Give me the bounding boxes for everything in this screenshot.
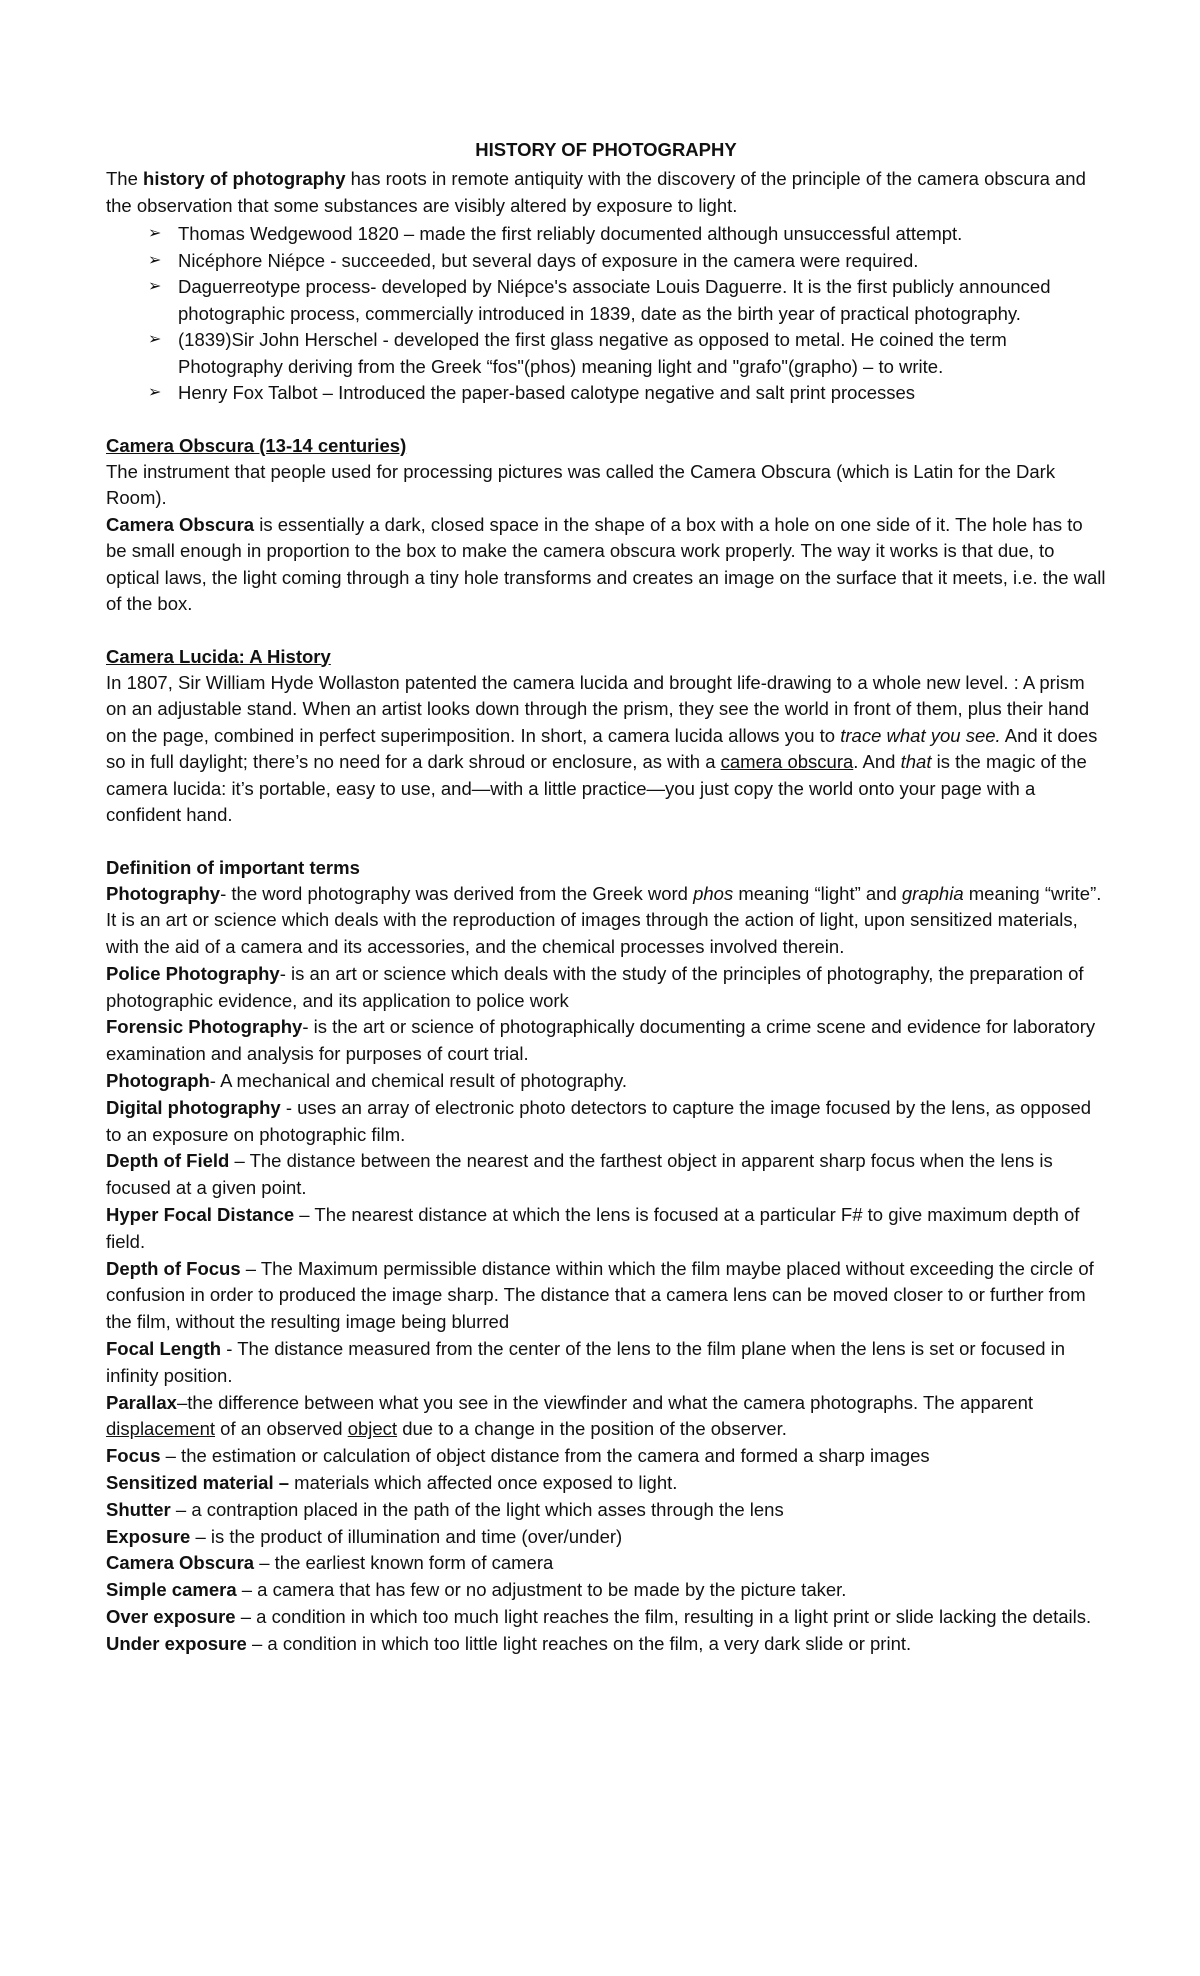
definition-text: meaning “write”. It is an art or science which deals with the reproduction of images through the action of light, upon sensitized materials, with the aid of a camera and its accessories, and the chemical processes involved therein. xyxy=(106,882,1102,958)
arrow-bullet-icon: ➢ xyxy=(148,331,162,348)
definition-italic: graphia xyxy=(901,882,964,904)
definition-text: – the earliest known form of camera xyxy=(254,1552,554,1574)
definition-item xyxy=(106,1148,1106,1202)
bullet-text: Thomas Wedgewood 1820 – made the first reliably documented although unsuccessful attempt. xyxy=(178,223,963,244)
camera-lucida-paragraph xyxy=(106,670,1106,829)
definition-text: –the difference between what you see in the viewfinder and what the camera photographs. The apparent xyxy=(176,1391,1034,1413)
definition-text: - is an art or science which deals with the study of the principles of photography, the preparation of photographic evidence, and its application to police work xyxy=(106,962,1084,1011)
definition-text: – a condition in which too little light reaches on the film, a very dark slide or print. xyxy=(246,1632,912,1654)
definition-term: Photography xyxy=(106,882,221,904)
displacement-link[interactable]: displacement xyxy=(106,1418,216,1440)
document-page xyxy=(106,130,1106,1658)
definition-text: due to a change in the position of the observer. xyxy=(397,1418,787,1440)
definition-term: Under exposure xyxy=(106,1632,247,1654)
arrow-bullet-icon: ➢ xyxy=(148,251,162,269)
lucida-text-4: is the magic of the camera lucida: it’s portable, easy to use, and—with a little practice—you just copy the world onto your page with a confident hand. xyxy=(106,751,1087,825)
definition-text: – a contraption placed in the path of the light which asses through the lens xyxy=(170,1498,784,1520)
definition-term: Focus xyxy=(106,1445,161,1467)
bullet-item xyxy=(148,327,1106,380)
definition-term: Hyper Focal Distance xyxy=(106,1204,295,1226)
definition-text: of an observed xyxy=(215,1418,348,1440)
page-title: HISTORY OF PHOTOGRAPHY xyxy=(475,139,737,160)
definition-term: Focal Length xyxy=(106,1338,222,1360)
definition-item xyxy=(106,1068,1106,1095)
definition-term: Parallax xyxy=(106,1391,177,1413)
intro-text-end: has roots in remote antiquity with the discovery of the principle of the camera obscura and the observation that some substances are visibly altered by exposure to light. xyxy=(106,168,1086,216)
lucida-italic-1: trace what you see. xyxy=(840,724,1001,746)
definition-text: – a camera that has few or no adjustment to be made by the picture taker. xyxy=(236,1579,847,1601)
definition-item xyxy=(106,1524,1106,1551)
definition-term: Depth of Field xyxy=(106,1150,230,1172)
definition-item xyxy=(106,961,1106,1015)
definition-item xyxy=(106,1443,1106,1470)
definition-term: Shutter xyxy=(106,1498,171,1520)
definition-item xyxy=(106,1336,1106,1390)
definition-text: meaning “light” and xyxy=(733,882,902,904)
camera-obscura-paragraph-1: The instrument that people used for processing pictures was called the Camera Obscura (which is Latin for the Dark Room). xyxy=(106,460,1056,508)
camera-obscura-description: is essentially a dark, closed space in the shape of a box with a hole on one side of it. The hole has to be small enough in proportion to the box to make the camera obscura work properly. The way it works is that due, to optical laws, the light coming through a tiny hole transforms and creates an image on the surface that it meets, i.e. the wall of the box. xyxy=(106,513,1106,614)
definition-term: Exposure xyxy=(106,1525,191,1547)
definition-term: Simple camera xyxy=(106,1579,237,1601)
intro-text-start: The xyxy=(106,168,144,189)
bullet-text: Nicéphore Niépce - succeeded, but several days of exposure in the camera were required. xyxy=(178,249,919,271)
bullet-text: Daguerreotype process- developed by Niépce's associate Louis Daguerre. It is the first publicly announced photographic process, commercially introduced in 1839, date as the birth year of practical photography. xyxy=(178,276,1051,324)
definition-text: – The Maximum permissible distance within which the film maybe placed without exceeding the circle of confusion in order to produced the image sharp. The distance that a camera lens can be moved closer to or further from the film, without the resulting image being blurred xyxy=(106,1257,1094,1333)
definition-text: – The nearest distance at which the lens is focused at a particular F# to give maximum depth of field. xyxy=(106,1204,1080,1252)
camera-obscura-paragraph-2 xyxy=(106,512,1106,618)
definition-text: materials which affected once exposed to light. xyxy=(289,1472,678,1494)
bullet-item xyxy=(148,221,1106,248)
history-bullet-list xyxy=(106,221,1106,407)
definition-item xyxy=(106,1014,1106,1068)
lucida-text-3: . And xyxy=(853,751,901,772)
definition-item xyxy=(106,1470,1106,1497)
definition-text: – is the product of illumination and time (over/under) xyxy=(190,1525,623,1547)
definition-text: - is the art or science of photographically documenting a crime scene and evidence for laboratory examination and analysis for purposes of court trial. xyxy=(106,1016,1096,1065)
definition-item xyxy=(106,1497,1106,1524)
definition-term: Digital photography xyxy=(106,1096,281,1118)
definition-term: Over exposure xyxy=(106,1606,236,1628)
definition-item xyxy=(106,1550,1106,1577)
definition-italic: phos xyxy=(693,882,734,904)
definitions-heading: Definition of important terms xyxy=(106,856,360,878)
lucida-italic-2: that xyxy=(900,751,932,772)
object-link[interactable]: object xyxy=(347,1418,398,1440)
bullet-text: (1839)Sir John Herschel - developed the first glass negative as opposed to metal. He coined the term Photography deriving from the Greek “fos"(phos) meaning light and "grafo"(grapho) – to write. xyxy=(178,329,1007,377)
definition-item xyxy=(106,1577,1106,1604)
intro-bold-term: history of photography xyxy=(143,168,346,189)
camera-obscura-heading: Camera Obscura (13-14 centuries) xyxy=(106,434,407,456)
definition-text: – a condition in which too much light reaches the film, resulting in a light print or slide lacking the details. xyxy=(235,1606,1092,1628)
definition-term: Forensic Photography xyxy=(106,1016,303,1038)
intro-paragraph xyxy=(106,166,1106,219)
definition-text: - A mechanical and chemical result of photography. xyxy=(209,1070,627,1092)
definition-parallax xyxy=(106,1390,1106,1444)
definition-item xyxy=(106,1202,1106,1256)
definition-item xyxy=(106,1604,1106,1631)
definition-term: Sensitized material – xyxy=(106,1472,290,1494)
definition-item xyxy=(106,1631,1106,1658)
definition-term: Camera Obscura xyxy=(106,1552,255,1574)
definition-term: Depth of Focus xyxy=(106,1257,241,1279)
arrow-bullet-icon: ➢ xyxy=(148,384,162,401)
bullet-text: Henry Fox Talbot – Introduced the paper-based calotype negative and salt print processes xyxy=(178,382,916,403)
definition-term: Photograph xyxy=(106,1070,210,1092)
definition-item xyxy=(106,1256,1106,1336)
lucida-text-2: And it does so in full daylight; there’s no need for a dark shroud or enclosure, as with a xyxy=(106,724,1098,772)
bullet-item xyxy=(148,274,1106,327)
camera-obscura-bold-term: Camera Obscura xyxy=(106,513,255,535)
camera-obscura-link[interactable]: camera obscura xyxy=(720,751,854,772)
arrow-bullet-icon: ➢ xyxy=(148,278,162,295)
definition-item xyxy=(106,1095,1106,1149)
bullet-item xyxy=(148,380,1106,407)
definition-text: - the word photography was derived from the Greek word xyxy=(220,882,694,904)
definition-photography xyxy=(106,881,1106,961)
bullet-item xyxy=(148,248,1106,275)
definition-text: – the estimation or calculation of object distance from the camera and formed a sharp images xyxy=(160,1445,930,1467)
definition-text: - The distance measured from the center of the lens to the film plane when the lens is set or focused in infinity position. xyxy=(106,1338,1066,1386)
camera-lucida-heading: Camera Lucida: A History xyxy=(106,645,331,667)
definition-term: Police Photography xyxy=(106,962,280,984)
lucida-text-1: In 1807, Sir William Hyde Wollaston patented the camera lucida and brought life-drawing to a whole new level. : A prism on an adjustable stand. When an artist looks down through the prism, they see the world in front of them, plus their hand on the page, combined in perfect superimposition. In short, a camera lucida allows you to xyxy=(106,671,1090,746)
arrow-bullet-icon: ➢ xyxy=(148,225,162,242)
definition-text: - uses an array of electronic photo detectors to capture the image focused by the lens, as opposed to an exposure on photographic film. xyxy=(106,1096,1092,1145)
definition-text: – The distance between the nearest and the farthest object in apparent sharp focus when the lens is focused at a given point. xyxy=(106,1150,1053,1199)
